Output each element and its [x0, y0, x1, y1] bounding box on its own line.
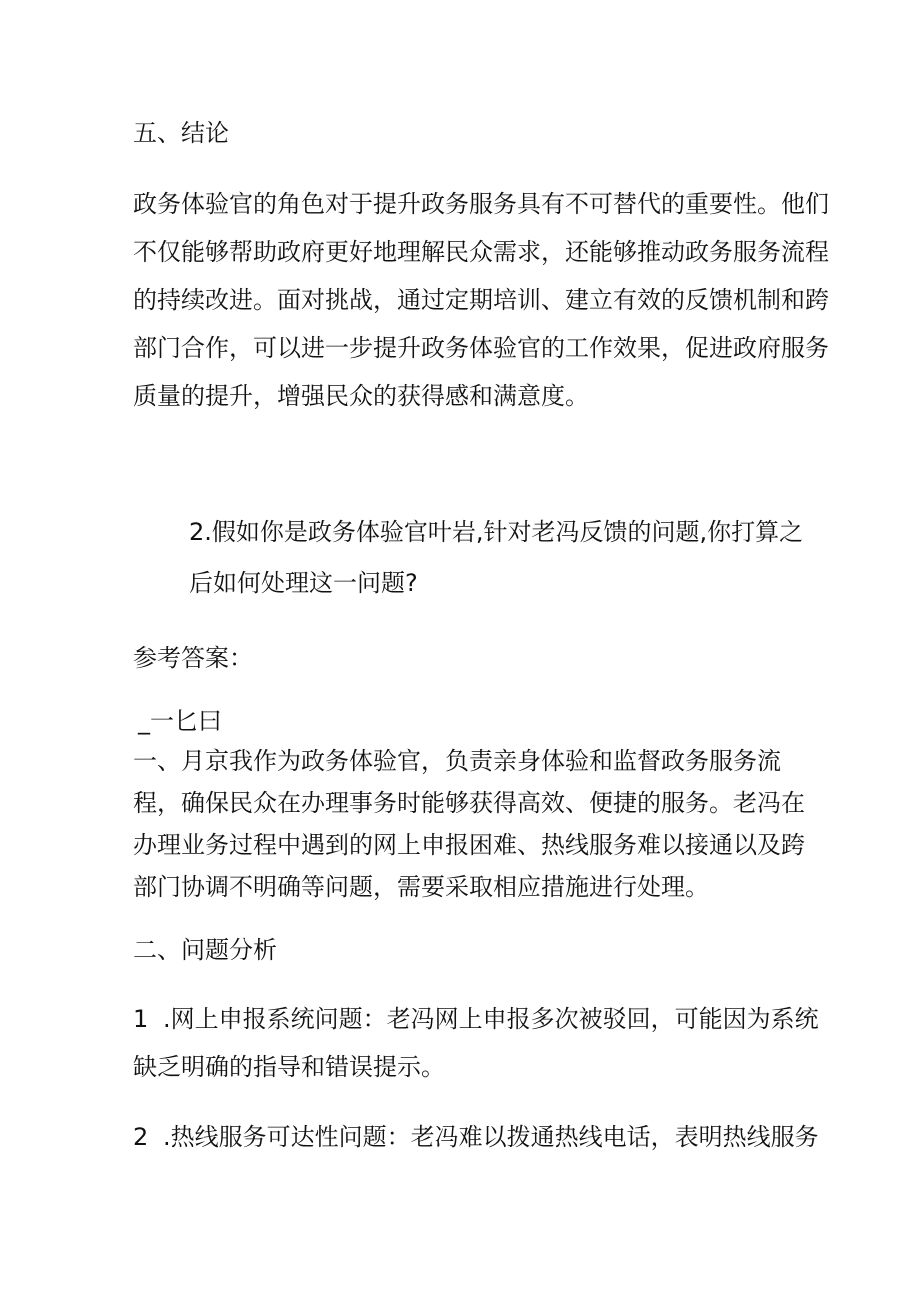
analysis-item-number: 1 — [133, 1005, 149, 1033]
background-line: 一、月京我作为政务体验官，负责亲身体验和监督政务服务流 — [133, 747, 781, 775]
conclusion-paragraph — [133, 180, 829, 420]
background-paragraph — [133, 740, 805, 908]
question-paragraph — [189, 507, 804, 609]
conclusion-line: 的持续改进。面对挑战，通过定期培训、建立有效的反馈机制和跨 — [133, 286, 829, 314]
background-line: 办理业务过程中遇到的网上申报困难、热线服务难以接通以及跨 — [133, 831, 805, 859]
conclusion-line: 不仅能够帮助政府更好地理解民众需求，还能够推动政务服务流程 — [133, 238, 829, 266]
analysis-heading: 二、问题分析 — [133, 936, 277, 964]
analysis-item-number: 2 — [133, 1123, 149, 1151]
background-line: 程，确保民众在办理事务时能够获得高效、便捷的服务。老冯在 — [133, 789, 805, 817]
background-line: 部门协调不明确等问题，需要采取相应措施进行处理。 — [133, 873, 709, 901]
question-line: 2.假如你是政务体验官叶岩,针对老冯反馈的问题,你打算之 — [189, 518, 804, 546]
analysis-item-line — [133, 995, 819, 1043]
conclusion-line: 政务体验官的角色对于提升政务服务具有不可替代的重要性。他们 — [133, 190, 829, 218]
question-line: 后如何处理这一问题? — [189, 569, 418, 597]
answer-label: 参考答案： — [133, 644, 253, 672]
conclusion-heading: 五、结论 — [133, 119, 229, 147]
analysis-item — [133, 1113, 819, 1161]
conclusion-line: 部门合作，可以进一步提升政务体验官的工作效果，促进政府服务 — [133, 334, 829, 362]
analysis-item-text: .热线服务可达性问题：老冯难以拨通热线电话，表明热线服务 — [163, 1123, 819, 1151]
scan-artifact-text: _一匕曰 — [138, 707, 222, 735]
analysis-item-line: 缺乏明确的指导和错误提示。 — [133, 1053, 445, 1081]
analysis-item-text: .网上申报系统问题：老冯网上申报多次被驳回，可能因为系统 — [163, 1005, 819, 1033]
analysis-item — [133, 995, 819, 1091]
conclusion-line: 质量的提升，增强民众的获得感和满意度。 — [133, 382, 589, 410]
analysis-item-line — [133, 1113, 819, 1161]
